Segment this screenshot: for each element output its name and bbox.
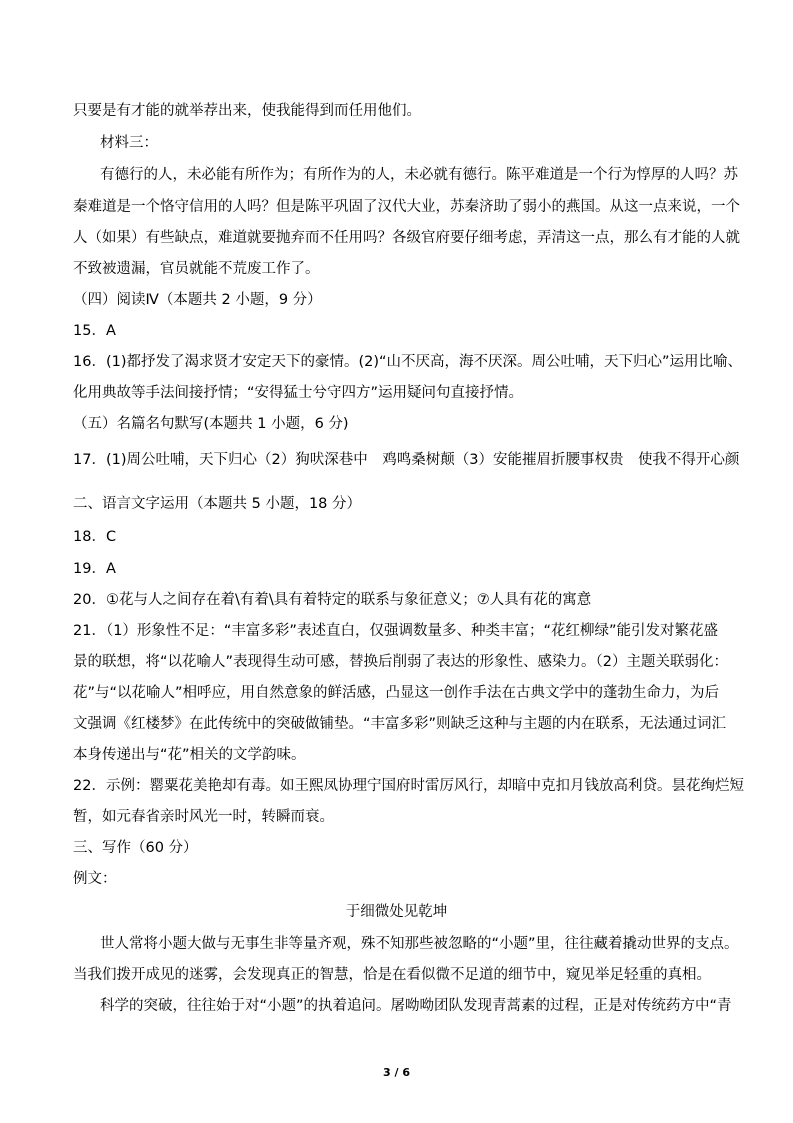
- answer-17: 17．(1)周公吐哺，天下归心（2）狗吠深巷中 鸡鸣桑树颠（3）安能摧眉折腰事权贵 使我不得开心颜: [73, 452, 740, 468]
- text-line: 不致被遗漏，官员就能不荒废工作了。: [73, 261, 320, 277]
- answer-19: 19．A: [73, 561, 116, 577]
- section-heading: 三、写作（60 分）: [73, 840, 198, 856]
- text-line: 有德行的人，未必能有所作为；有所作为的人，未必就有德行。陈平难道是一个行为惇厚的人吗？苏: [100, 167, 738, 183]
- essay-paragraph: 科学的突破，往往始于对“小题”的执着追问。屠呦呦团队发现青蒿素的过程，正是对传统药方中“青: [100, 998, 732, 1014]
- section-heading: （四）阅读Ⅳ（本题共 2 小题，9 分）: [73, 292, 322, 308]
- answer-21: 21．（1）形象性不足：“丰富多彩”表述直白，仅强调数量多、种类丰富；“花红柳绿”能引发对繁花盛: [73, 623, 718, 639]
- essay-paragraph: 世人常将小题大做与无事生非等量齐观，殊不知那些被忽略的“小题”里，往往藏着撬动世界的支点。: [100, 936, 739, 952]
- text-line: 景的联想，将“以花喻人”表现得生动可感，替换后削弱了表达的形象性、感染力。（2）主题关联弱化：: [73, 654, 728, 670]
- answer-18: 18．C: [73, 529, 117, 545]
- essay-title: 于细微处见乾坤: [345, 904, 448, 920]
- section-heading: （五）名篇名句默写(本题共 1 小题，6 分): [73, 416, 349, 432]
- section-heading: 二、语言文字运用（本题共 5 小题，18 分）: [73, 496, 362, 512]
- text-line: 本身传递出与“花”相关的文学韵味。: [73, 747, 306, 763]
- answer-15: 15．A: [73, 323, 116, 339]
- page-number: 3 / 6: [383, 1066, 410, 1079]
- text-line: 人（如果）有些缺点，难道就要抛弃而不任用吗？各级官府要仔细考虑，弄清这一点，那么有才能的人就: [73, 230, 740, 246]
- answer-20: 20．①花与人之间存在着\有着\具有着特定的联系与象征意义；⑦人具有花的寓意: [73, 592, 592, 608]
- text-line: 材料三：: [100, 135, 158, 151]
- answer-22: 22．示例：罂粟花美艳却有毒。如王熙凤协理宁国府时雷厉风行，却暗中克扣月钱放高利贷。昙花绚烂短: [73, 778, 744, 794]
- text-line: 花”与“以花喻人”相呼应，用自然意象的鲜活感，凸显这一创作手法在古典文学中的蓬勃生命力，为后: [73, 685, 720, 701]
- text-line: 秦难道是一个恪守信用的人吗？但是陈平巩固了汉代大业，苏秦济助了弱小的燕国。从这一点来说，一个: [73, 199, 740, 215]
- essay-paragraph: 当我们拨开成见的迷雾，会发现真正的智慧，恰是在看似微不足道的细节中，窥见举足轻重的真相。: [73, 967, 711, 983]
- text-line: 文强调《红楼梦》在此传统中的突破做铺垫。“丰富多彩”则缺乏这种与主题的内在联系，无法通过词汇: [73, 716, 727, 732]
- answer-16: 16．(1)都抒发了渴求贤才安定天下的豪情。(2)“山不厌高，海不厌深。周公吐哺，天下归心”运用比喻、: [73, 354, 743, 370]
- text-line: 化用典故等手法间接抒情；“安得猛士兮守四方”运用疑问句直接抒情。: [73, 385, 524, 401]
- text-line: 暂，如元春省亲时风光一时，转瞬而衰。: [73, 809, 334, 825]
- text-line: 只要是有才能的就举荐出来，使我能得到而任用他们。: [73, 103, 421, 119]
- text-line: 例文：: [73, 871, 117, 887]
